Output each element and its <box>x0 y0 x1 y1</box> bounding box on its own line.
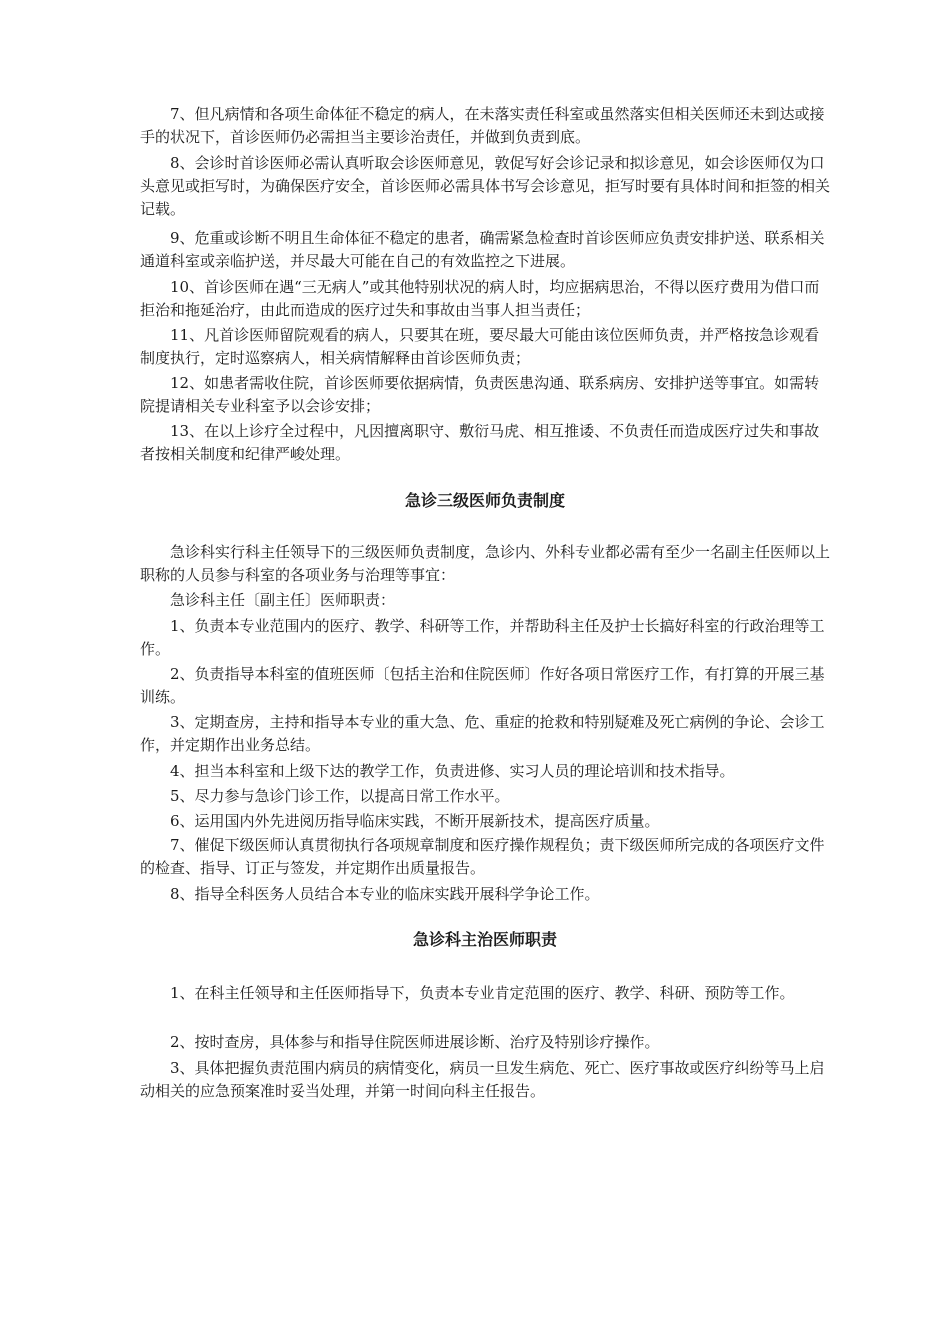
s2-item-2: 2、负责指导本科室的值班医师〔包括主治和住院医师〕作好各项日常医疗工作，有打算的开展三基训练。 <box>140 665 825 706</box>
s2-item-1: 1、负责本专业范围内的医疗、教学、科研等工作，并帮助科主任及护士长搞好科室的行政治理等工作。 <box>140 617 825 658</box>
s1-item-10: 10、首诊医师在遇“三无病人”或其他特别状况的病人时，均应据病思治，不得以医疗费用为借口而拒治和拖延治疗，由此而造成的医疗过失和事故由当事人担当责任； <box>140 278 820 319</box>
s1-item-8: 8、会诊时首诊医师必需认真听取会诊医师意见，敦促写好会诊记录和拟诊意见，如会诊医师仅为口头意见或拒写时，为确保医疗安全，首诊医师必需具体书写会诊意见，拒写时要有具体时间和拒签的相关记载。 <box>140 154 831 218</box>
s1-item-13: 13、在以上诊疗全过程中，凡因擅离职守、敷衍马虎、相互推诿、不负责任而造成医疗过失和事故者按相关制度和纪律严峻处理。 <box>140 422 820 463</box>
section-title-three-level: 急诊三级医师负责制度 <box>404 491 565 510</box>
s2-item-4: 4、担当本科室和上级下达的教学工作，负责进修、实习人员的理论培训和技术指导。 <box>170 762 735 780</box>
section-title-attending: 急诊科主治医师职责 <box>412 930 557 949</box>
s1-item-12: 12、如患者需收住院，首诊医师要依据病情，负责医患沟通、联系病房、安排护送等事宜。如需转院提请相关专业科室予以会诊安排； <box>140 374 820 415</box>
s2-item-3: 3、定期查房，主持和指导本专业的重大急、危、重症的抢救和特别疑难及死亡病例的争论、会诊工作，并定期作出业务总结。 <box>140 713 825 754</box>
s2-subtitle: 急诊科主任〔副主任〕医师职责： <box>170 591 396 609</box>
s2-item-5: 5、尽力参与急诊门诊工作，以提高日常工作水平。 <box>170 787 510 805</box>
s3-item-1: 1、在科主任领导和主任医师指导下，负责本专业肯定范围的医疗、教学、科研、预防等工作。 <box>170 984 795 1002</box>
s1-item-9: 9、危重或诊断不明且生命体征不稳定的患者，确需紧急检查时首诊医师应负责安排护送、联系相关通道科室或亲临护送，并尽最大可能在自己的有效监控之下进展。 <box>140 229 825 270</box>
s1-item-7: 7、但凡病情和各项生命体征不稳定的病人，在未落实责任科室或虽然落实但相关医师还未到达或接手的状况下，首诊医师仍必需担当主要诊治责任，并做到负责到底。 <box>140 105 825 146</box>
s2-intro: 急诊科实行科主任领导下的三级医师负责制度，急诊内、外科专业都必需有至少一名副主任医师以上职称的人员参与科室的各项业务与治理等事宜： <box>140 543 831 584</box>
s2-item-6: 6、运用国内外先进阅历指导临床实践，不断开展新技术，提高医疗质量。 <box>170 812 660 830</box>
s2-item-8: 8、指导全科医务人员结合本专业的临床实践开展科学争论工作。 <box>170 885 600 903</box>
s3-item-2: 2、按时查房，具体参与和指导住院医师进展诊断、治疗及特别诊疗操作。 <box>170 1033 660 1051</box>
s3-item-3: 3、具体把握负责范围内病员的病情变化，病员一旦发生病危、死亡、医疗事故或医疗纠纷等马上启动相关的应急预案准时妥当处理，并第一时间向科主任报告。 <box>140 1059 825 1100</box>
s2-item-7: 7、催促下级医师认真贯彻执行各项规章制度和医疗操作规程负；责下级医师所完成的各项医疗文件的检查、指导、订正与签发，并定期作出质量报告。 <box>140 836 825 877</box>
s1-item-11: 11、凡首诊医师留院观看的病人，只要其在班，要尽最大可能由该位医师负责，并严格按急诊观看制度执行，定时巡察病人，相关病情解释由首诊医师负责； <box>140 326 820 367</box>
